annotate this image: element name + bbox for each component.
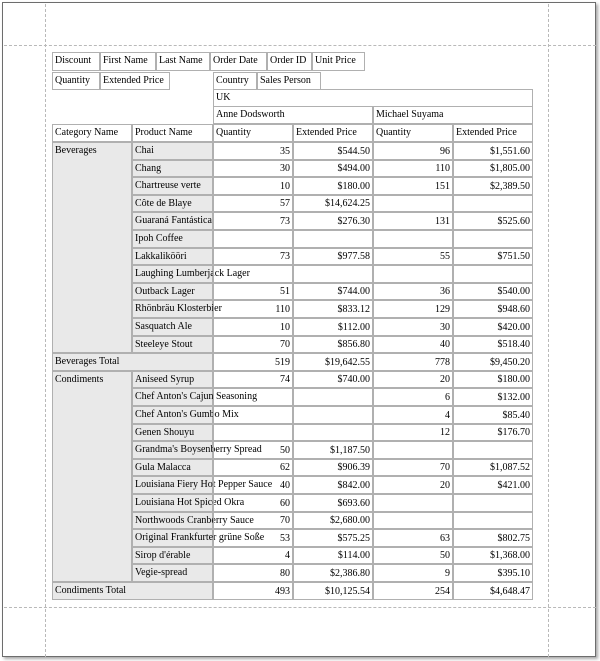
value-cell	[453, 230, 533, 248]
filter-field-order-id-text: Order ID	[270, 55, 307, 66]
value-cell-text: 36	[440, 286, 450, 298]
total-value-cell	[453, 582, 533, 600]
value-cell	[293, 142, 373, 160]
value-cell-text: 51	[280, 286, 290, 298]
value-cell	[293, 388, 373, 406]
product-cell-text: Chartreuse verte	[135, 180, 201, 192]
value-cell	[373, 476, 453, 494]
value-cell-text: 110	[435, 163, 450, 175]
value-cell	[373, 512, 453, 530]
value-cell	[213, 424, 293, 442]
total-value-cell	[453, 353, 533, 371]
total-value-cell-text: 778	[435, 356, 450, 368]
value-cell	[213, 441, 293, 459]
value-cell-text: 50	[280, 444, 290, 456]
filter-field-order-id[interactable]	[267, 52, 312, 71]
value-cell	[293, 318, 373, 336]
value-cell	[293, 283, 373, 301]
value-cell-text: $2,386.80	[330, 567, 370, 579]
value-cell	[213, 494, 293, 512]
value-cell-text: 40	[280, 479, 290, 491]
category-cell-condiments[interactable]	[52, 371, 132, 582]
value-cell-text: 20	[440, 479, 450, 491]
value-cell	[453, 371, 533, 389]
product-cell[interactable]	[132, 142, 213, 160]
filter-field-unit-price-text: Unit Price	[315, 55, 356, 66]
value-cell	[293, 547, 373, 565]
product-cell[interactable]	[132, 441, 262, 459]
value-cell-text: 4	[445, 409, 450, 421]
product-cell-text: Northwoods Cranberry Sauce	[135, 514, 254, 526]
product-cell-text: Lakkalikööri	[135, 250, 187, 262]
value-cell-text: 40	[440, 339, 450, 351]
value-cell	[373, 336, 453, 354]
value-cell-text: 62	[280, 462, 290, 474]
value-cell	[293, 300, 373, 318]
measure-header-0	[213, 124, 293, 142]
value-cell	[453, 336, 533, 354]
value-cell	[213, 388, 293, 406]
value-cell	[453, 195, 533, 213]
total-value-cell	[373, 353, 453, 371]
total-value-cell-text: $4,648.47	[490, 585, 530, 597]
total-value-cell	[293, 582, 373, 600]
category-total-label-beverages-text: Beverages Total	[55, 356, 120, 368]
value-cell	[213, 318, 293, 336]
value-cell	[293, 195, 373, 213]
value-cell	[293, 564, 373, 582]
value-cell-text: 80	[280, 567, 290, 579]
product-cell[interactable]	[132, 424, 213, 442]
filter-field-first-name[interactable]	[100, 52, 156, 71]
filter-field-order-date-text: Order Date	[213, 55, 258, 66]
value-cell-text: $180.00	[337, 180, 370, 192]
product-cell[interactable]	[132, 212, 213, 230]
value-cell	[293, 248, 373, 266]
product-cell-text: Steeleye Stout	[135, 338, 193, 350]
value-cell-text: 57	[280, 198, 290, 210]
value-cell-text: $180.00	[497, 374, 530, 386]
value-cell	[293, 494, 373, 512]
product-cell-text: Guaraná Fantástica	[135, 215, 212, 227]
product-cell-text: Outback Lager	[135, 285, 195, 297]
value-cell	[293, 336, 373, 354]
value-cell	[453, 318, 533, 336]
value-cell	[293, 177, 373, 195]
value-cell	[373, 195, 453, 213]
value-cell-text: 96	[440, 145, 450, 157]
measure-header-2-text: Quantity	[376, 127, 411, 138]
measure-header-3	[453, 124, 533, 142]
value-cell-text: $420.00	[497, 321, 530, 333]
value-cell	[213, 160, 293, 178]
value-cell	[293, 529, 373, 547]
value-cell	[453, 160, 533, 178]
value-cell	[373, 318, 453, 336]
product-cell[interactable]	[132, 459, 213, 477]
value-cell	[293, 212, 373, 230]
value-cell	[453, 300, 533, 318]
column-field-country-text: Country	[216, 75, 249, 86]
measure-header-1	[293, 124, 373, 142]
value-cell-text: $421.00	[497, 479, 530, 491]
filter-field-discount-text: Discount	[55, 55, 92, 66]
value-cell	[213, 177, 293, 195]
value-cell-text: $494.00	[337, 163, 370, 175]
measure-header-3-text: Extended Price	[456, 127, 517, 138]
column-header-country-uk-text: UK	[216, 92, 231, 103]
value-cell-text: 12	[440, 427, 450, 439]
value-cell	[373, 142, 453, 160]
filter-field-last-name[interactable]	[156, 52, 210, 71]
value-cell	[453, 441, 533, 459]
value-cell	[373, 177, 453, 195]
value-cell	[453, 564, 533, 582]
left-margin-guide	[45, 4, 46, 657]
product-cell-text: Louisiana Hot Spiced Okra	[135, 497, 245, 508]
value-cell-text: 74	[280, 374, 290, 386]
value-cell-text: 6	[445, 391, 450, 403]
value-cell	[453, 547, 533, 565]
value-cell-text: $802.75	[497, 532, 530, 544]
value-cell-text: 129	[435, 303, 450, 315]
product-cell-text: Original Frankfurter grüne Soße	[135, 532, 265, 544]
value-cell	[293, 459, 373, 477]
row-field-category-name-text: Category Name	[55, 127, 119, 138]
product-cell[interactable]	[132, 512, 254, 530]
product-cell[interactable]	[132, 388, 258, 406]
value-cell	[293, 265, 373, 283]
value-cell	[213, 336, 293, 354]
filter-field-discount[interactable]	[52, 52, 100, 71]
product-cell[interactable]	[132, 318, 213, 336]
value-cell	[373, 388, 453, 406]
value-cell-text: $977.58	[337, 251, 370, 263]
value-cell-text: 131	[435, 215, 450, 227]
value-cell	[293, 424, 373, 442]
value-cell	[373, 547, 453, 565]
data-field-extended-price-text: Extended Price	[103, 75, 164, 86]
measure-header-0-text: Quantity	[216, 127, 251, 138]
value-cell	[453, 388, 533, 406]
product-cell-text: Vegie-spread	[135, 567, 188, 579]
value-cell-text: $751.50	[497, 251, 530, 263]
value-cell	[373, 160, 453, 178]
total-value-cell	[293, 353, 373, 371]
value-cell-text: $276.30	[337, 215, 370, 227]
top-margin-guide	[4, 45, 596, 46]
data-field-quantity-text: Quantity	[55, 75, 90, 86]
value-cell	[213, 564, 293, 582]
category-total-label-beverages[interactable]	[52, 353, 213, 371]
total-value-cell-text: 254	[435, 585, 450, 597]
product-cell[interactable]	[132, 300, 222, 318]
value-cell-text: $1,551.60	[490, 145, 530, 157]
value-cell-text: $518.40	[497, 339, 530, 351]
column-header-person-michael-text: Michael Suyama	[376, 109, 444, 120]
data-field-quantity[interactable]	[52, 72, 100, 90]
total-value-cell-text: 519	[275, 356, 290, 368]
value-cell	[213, 212, 293, 230]
value-cell-text: 53	[280, 532, 290, 544]
total-value-cell-text: $9,450.20	[490, 356, 530, 368]
value-cell	[213, 283, 293, 301]
value-cell-text: $740.00	[337, 374, 370, 386]
product-cell[interactable]	[132, 248, 213, 266]
value-cell	[293, 406, 373, 424]
product-cell[interactable]	[132, 564, 213, 582]
value-cell	[453, 424, 533, 442]
value-cell	[373, 212, 453, 230]
value-cell-text: $112.00	[337, 321, 370, 333]
measure-header-2	[373, 124, 453, 142]
value-cell	[213, 459, 293, 477]
value-cell-text: $1,087.52	[490, 462, 530, 474]
product-cell[interactable]	[132, 529, 265, 547]
value-cell	[293, 512, 373, 530]
value-cell-text: $833.12	[337, 303, 370, 315]
value-cell	[453, 512, 533, 530]
total-value-cell-text: $19,642.55	[325, 356, 370, 368]
product-cell[interactable]	[132, 547, 213, 565]
value-cell-text: 30	[440, 321, 450, 333]
filter-field-order-date[interactable]	[210, 52, 267, 71]
category-total-label-condiments[interactable]	[52, 582, 213, 600]
product-cell-text: Chai	[135, 145, 154, 156]
value-cell	[373, 529, 453, 547]
value-cell-text: $1,187.50	[330, 444, 370, 456]
value-cell-text: $2,680.00	[330, 515, 370, 527]
value-cell	[213, 195, 293, 213]
product-cell[interactable]	[132, 160, 213, 178]
product-cell-text: Aniseed Syrup	[135, 373, 195, 385]
value-cell	[453, 248, 533, 266]
product-cell[interactable]	[132, 371, 213, 389]
value-cell	[373, 406, 453, 424]
value-cell-text: $85.40	[502, 409, 530, 421]
value-cell	[293, 476, 373, 494]
product-cell[interactable]	[132, 283, 213, 301]
total-value-cell-text: $10,125.54	[325, 585, 370, 597]
value-cell	[373, 459, 453, 477]
product-cell[interactable]	[132, 336, 213, 354]
product-cell-text: Rhönbräu Klosterbier	[135, 303, 222, 315]
value-cell-text: $856.80	[337, 339, 370, 351]
value-cell-text: $1,368.00	[490, 550, 530, 562]
value-cell-text: $842.00	[337, 479, 370, 491]
column-field-country[interactable]	[213, 72, 257, 90]
right-margin-guide	[548, 4, 549, 657]
value-cell-text: 63	[440, 532, 450, 544]
value-cell-text: $395.10	[497, 567, 530, 579]
value-cell-text: $544.50	[337, 145, 370, 157]
value-cell-text: 73	[280, 251, 290, 263]
value-cell-text: $540.00	[497, 286, 530, 298]
value-cell-text: 70	[280, 515, 290, 527]
product-cell-text: Chang	[135, 162, 162, 174]
value-cell	[213, 248, 293, 266]
product-cell-text: Sirop d'érable	[135, 549, 191, 561]
product-cell[interactable]	[132, 265, 250, 283]
product-cell-text: Grandma's Boysenberry Spread	[135, 444, 262, 456]
value-cell-text: 9	[445, 567, 450, 579]
product-cell[interactable]	[132, 230, 213, 248]
value-cell-text: $744.00	[337, 286, 370, 298]
value-cell	[213, 512, 293, 530]
filter-field-unit-price[interactable]	[312, 52, 365, 71]
value-cell	[373, 494, 453, 512]
product-cell-text: Côte de Blaye	[135, 197, 192, 209]
value-cell-text: $132.00	[497, 391, 530, 403]
value-cell-text: 10	[280, 180, 290, 192]
value-cell	[293, 441, 373, 459]
value-cell-text: 50	[440, 550, 450, 562]
value-cell-text: 110	[275, 303, 290, 315]
value-cell	[453, 142, 533, 160]
product-cell-text: Chef Anton's Cajun Seasoning	[135, 391, 258, 403]
column-header-person-anne[interactable]	[213, 106, 373, 124]
total-value-cell	[213, 582, 293, 600]
product-cell-text: Laughing Lumberjack Lager	[135, 268, 250, 280]
total-value-cell-text: 493	[275, 585, 290, 597]
value-cell-text: $525.60	[497, 215, 530, 227]
value-cell	[453, 459, 533, 477]
product-cell[interactable]	[132, 177, 213, 195]
value-cell	[213, 547, 293, 565]
value-cell-text: $693.60	[337, 497, 370, 509]
value-cell-text: $575.25	[337, 532, 370, 544]
value-cell	[453, 177, 533, 195]
value-cell	[373, 371, 453, 389]
product-cell-text: Louisiana Fiery Hot Pepper Sauce	[135, 479, 273, 491]
column-field-sales-person[interactable]	[257, 72, 321, 90]
product-cell-text: Ipoh Coffee	[135, 233, 183, 244]
value-cell	[453, 265, 533, 283]
filter-field-first-name-text: First Name	[103, 55, 148, 66]
column-header-person-anne-text: Anne Dodsworth	[216, 109, 285, 120]
value-cell	[293, 230, 373, 248]
value-cell-text: 30	[280, 163, 290, 175]
value-cell-text: 73	[280, 215, 290, 227]
value-cell-text: 20	[440, 374, 450, 386]
filter-field-last-name-text: Last Name	[159, 55, 203, 66]
value-cell	[213, 406, 293, 424]
value-cell	[453, 529, 533, 547]
product-cell-text: Genen Shouyu	[135, 426, 195, 438]
value-cell-text: $948.60	[497, 303, 530, 315]
product-cell[interactable]	[132, 494, 245, 512]
value-cell	[293, 371, 373, 389]
value-cell	[213, 371, 293, 389]
column-header-country-uk[interactable]	[213, 89, 533, 107]
product-cell[interactable]	[132, 476, 273, 494]
value-cell-text: 70	[280, 339, 290, 351]
value-cell	[373, 441, 453, 459]
value-cell	[373, 230, 453, 248]
value-cell	[213, 529, 293, 547]
category-cell-condiments-text: Condiments	[55, 373, 104, 385]
data-field-extended-price[interactable]	[100, 72, 170, 90]
product-cell-text: Sasquatch Ale	[135, 321, 192, 332]
value-cell-text: 60	[280, 497, 290, 509]
value-cell-text: $14,624.25	[325, 198, 370, 210]
value-cell-text: $1,805.00	[490, 163, 530, 175]
value-cell	[453, 476, 533, 494]
product-cell[interactable]	[132, 406, 239, 424]
category-cell-beverages[interactable]	[52, 142, 132, 353]
value-cell-text: $114.00	[337, 550, 370, 562]
value-cell-text: 151	[435, 180, 450, 192]
product-cell-text: Gula Malacca	[135, 461, 191, 473]
total-value-cell	[213, 353, 293, 371]
value-cell-text: 4	[285, 550, 290, 562]
value-cell	[213, 300, 293, 318]
column-field-sales-person-text: Sales Person	[260, 75, 311, 86]
value-cell-text: $906.39	[337, 462, 370, 474]
row-field-product-name-text: Product Name	[135, 127, 193, 138]
bottom-margin-guide	[4, 607, 596, 608]
value-cell	[373, 300, 453, 318]
value-cell-text: 70	[440, 462, 450, 474]
measure-header-1-text: Extended Price	[296, 127, 357, 138]
value-cell	[213, 142, 293, 160]
value-cell	[453, 212, 533, 230]
total-value-cell	[373, 582, 453, 600]
category-cell-beverages-text: Beverages	[55, 145, 97, 156]
value-cell-text: $176.70	[497, 427, 530, 439]
product-cell-text: Chef Anton's Gumbo Mix	[135, 409, 239, 420]
value-cell	[373, 265, 453, 283]
column-header-person-michael[interactable]	[373, 106, 533, 124]
product-cell[interactable]	[132, 195, 213, 213]
value-cell-text: 10	[280, 321, 290, 333]
value-cell	[373, 283, 453, 301]
value-cell-text: $2,389.50	[490, 180, 530, 192]
value-cell	[213, 265, 293, 283]
value-cell	[213, 230, 293, 248]
value-cell	[373, 424, 453, 442]
row-field-product-name[interactable]	[132, 124, 213, 142]
value-cell	[213, 476, 293, 494]
value-cell	[293, 160, 373, 178]
value-cell-text: 55	[440, 251, 450, 263]
row-field-category-name[interactable]	[52, 124, 132, 142]
value-cell	[373, 564, 453, 582]
value-cell	[453, 283, 533, 301]
value-cell	[453, 494, 533, 512]
value-cell	[373, 248, 453, 266]
value-cell-text: 35	[280, 145, 290, 157]
category-total-label-condiments-text: Condiments Total	[55, 585, 127, 596]
value-cell	[453, 406, 533, 424]
